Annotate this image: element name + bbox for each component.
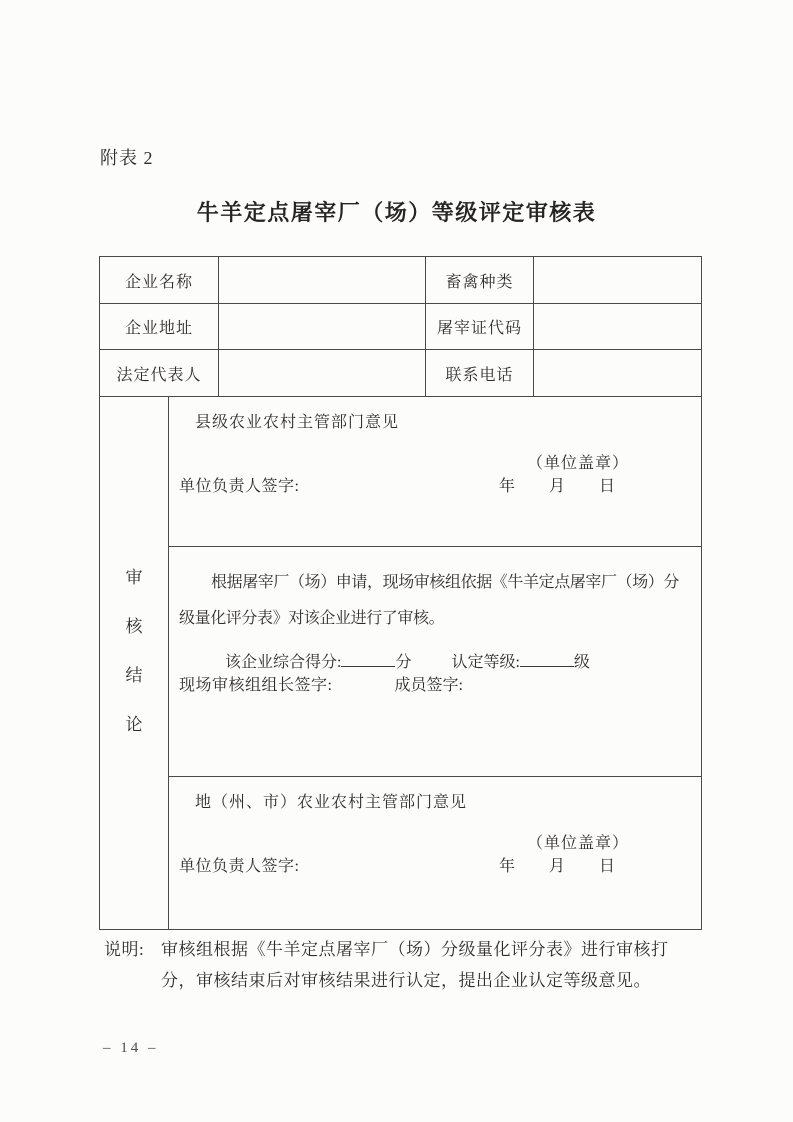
slaughter-cert-code-value	[534, 304, 702, 350]
review-form-table	[99, 256, 702, 930]
member-sign-label: 成员签字:	[394, 677, 463, 694]
prefecture-opinion-cell	[169, 777, 702, 930]
prefecture-sign-label: 单位负责人签字:	[179, 858, 300, 875]
grade-blank-field	[520, 650, 574, 667]
prefecture-opinion-section	[169, 777, 701, 888]
county-opinion-heading: 县级农业农村主管部门意见	[195, 414, 400, 431]
audit-conclusion-cell	[169, 547, 702, 777]
contact-phone-value	[534, 350, 702, 397]
prefecture-date-year: 年	[498, 858, 515, 875]
prefecture-opinion-heading: 地（州、市）农业农村主管部门意见	[195, 794, 468, 811]
score-blank-field	[341, 650, 395, 667]
county-sign-line	[179, 473, 691, 496]
county-date-group	[465, 473, 615, 496]
company-address-value	[219, 304, 426, 350]
annex-label: 附表 2	[100, 148, 154, 168]
county-opinion-row	[100, 397, 702, 547]
page-number: – 14 –	[103, 1040, 159, 1056]
legal-representative-value	[219, 350, 426, 397]
county-opinion-section	[169, 397, 701, 508]
company-name-label: 企业名称	[100, 257, 219, 304]
county-date-day: 日	[599, 478, 616, 495]
grade-unit: 级	[573, 654, 590, 671]
audit-conclusion-vertical-header	[100, 397, 169, 930]
audit-conclusion-section	[169, 547, 701, 709]
slaughter-cert-code-label: 屠宰证代码	[426, 304, 534, 350]
audit-conclusion-row	[100, 547, 702, 777]
company-address-label: 企业地址	[100, 304, 219, 350]
prefecture-date-day: 日	[599, 858, 616, 875]
company-name-value	[219, 257, 426, 304]
prefecture-sign-line	[179, 853, 691, 876]
county-opinion-cell	[169, 397, 702, 547]
audit-paragraph: 根据屠宰厂（场）申请，现场审核组依据《牛羊定点屠宰厂（场）分级量化评分表》对该企业进行了审核。	[179, 574, 680, 627]
page-title: 牛羊定点屠宰厂（场）等级评定审核表	[196, 200, 597, 225]
footer-note	[104, 934, 694, 996]
county-sign-label: 单位负责人签字:	[179, 478, 300, 495]
county-date-year: 年	[498, 478, 515, 495]
info-row-company-name	[100, 257, 702, 304]
audit-sign-line	[179, 672, 691, 695]
footer-note-label: 说明:	[104, 940, 145, 959]
info-row-company-address	[100, 304, 702, 350]
county-seal-note: （单位盖章）	[527, 455, 630, 472]
score-label: 该企业综合得分:	[225, 654, 342, 671]
prefecture-seal-note: （单位盖章）	[527, 835, 630, 852]
grade-label: 认定等级:	[451, 654, 520, 671]
legal-representative-label: 法定代表人	[100, 350, 219, 397]
prefecture-date-group	[465, 853, 615, 876]
footer-note-text: 审核组根据《牛羊定点屠宰厂（场）分级量化评分表》进行审核打分，审核结束后对审核结果进行认定，提出企业认定等级意见。	[161, 940, 669, 990]
county-date-month: 月	[548, 478, 565, 495]
audit-score-line	[225, 649, 691, 672]
contact-phone-label: 联系电话	[426, 350, 534, 397]
info-row-legal-representative	[100, 350, 702, 397]
livestock-type-value	[534, 257, 702, 304]
audit-conclusion-vertical-text: 审 核 结 论	[125, 568, 143, 734]
score-unit: 分	[395, 654, 412, 671]
prefecture-opinion-row	[100, 777, 702, 930]
leader-sign-label: 现场审核组组长签字:	[179, 677, 333, 694]
prefecture-date-month: 月	[548, 858, 565, 875]
livestock-type-label: 畜禽种类	[426, 257, 534, 304]
